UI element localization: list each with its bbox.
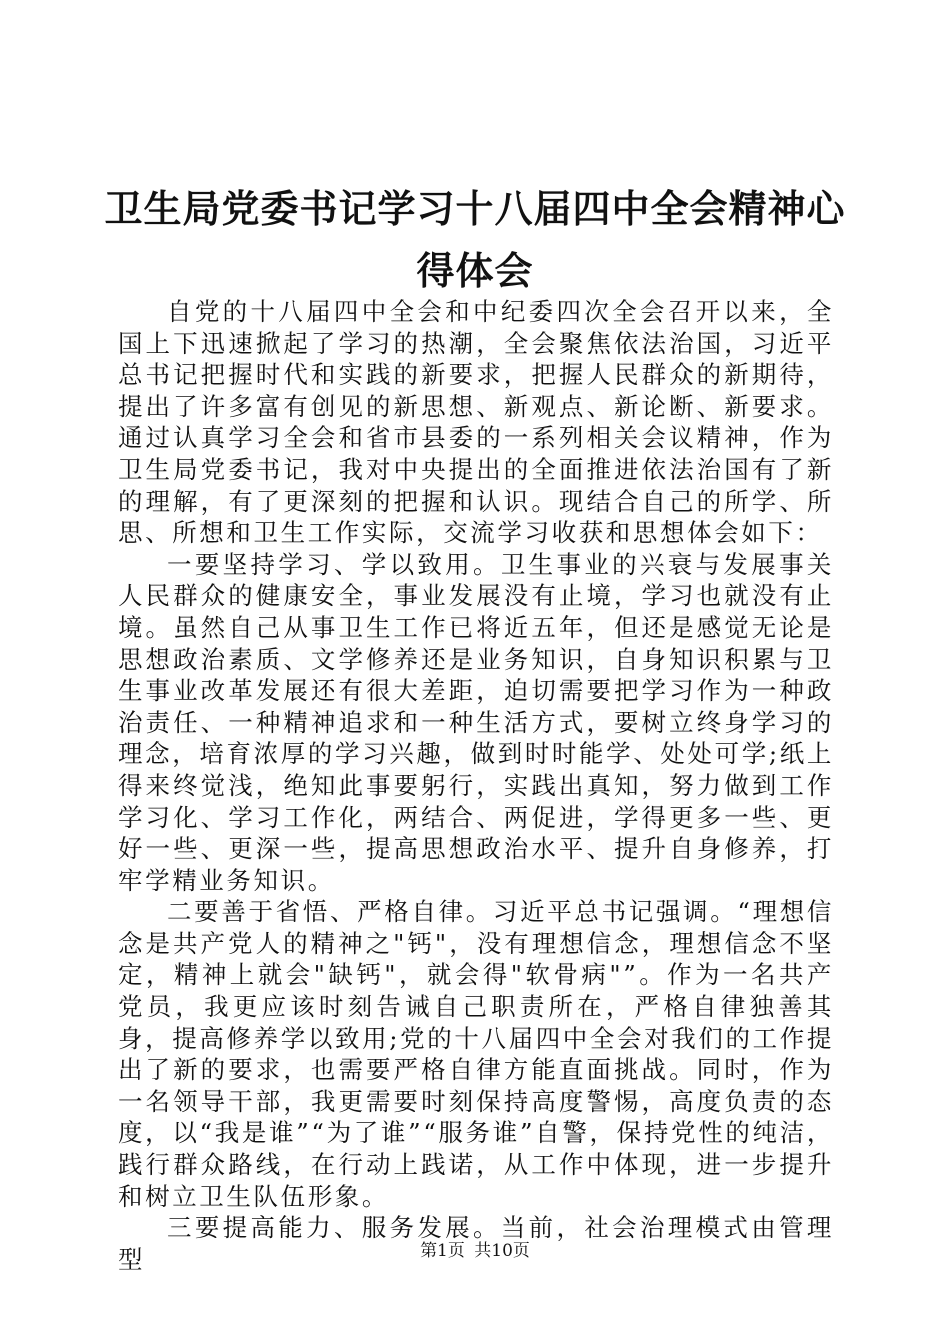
- document-title: 卫生局党委书记学习十八届四中全会精神心得体会: [104, 187, 846, 293]
- page-total: 共10页: [474, 1241, 530, 1261]
- document-body: [118, 296, 834, 1275]
- page-footer: [0, 1240, 950, 1262]
- paragraph-point-three: 三要提高能力、服务发展。当前，社会治理模式由管理型: [118, 1213, 834, 1274]
- paragraph-point-two: 二要善于省悟、严格自律。习近平总书记强调。“理想信念是共产党人的精神之"钙"，没有理想信念，理想信念不坚定，精神上就会"缺钙"，就会得"软骨病"”。作为一名共产党员，我更应该时刻告诫自己职责所在，严格自律独善其身，提高修养学以致用;党的十八届四中全会对我们的工作提出了新的要求，也需要严格自律方能直面挑战。同时，作为一名领导干部，我更需要时刻保持高度警惕，高度负责的态度，以“我是谁”“为了谁”“服务谁”自警，保持党性的纯洁，践行群众路线，在行动上践诺，从工作中体现，进一步提升和树立卫生队伍形象。: [118, 897, 834, 1211]
- page-number: 第1页: [420, 1241, 465, 1261]
- paragraph-point-one: 一要坚持学习、学以致用。卫生事业的兴衰与发展事关人民群众的健康安全，事业发展没有止境，学习也就没有止境。虽然自己从事卫生工作已将近五年，但还是感觉无论是思想政治素质、文学修养还是业务知识，自身知识积累与卫生事业改革发展还有很大差距，迫切需要把学习作为一种政治责任、一种精神追求和一种生活方式，要树立终身学习的理念，培育浓厚的学习兴趣，做到时时能学、处处可学;纸上得来终觉浅，绝知此事要躬行，实践出真知，努力做到工作学习化、学习工作化，两结合、两促进，学得更多一些、更好一些、更深一些，提高思想政治水平、提升自身修养，打牢学精业务知识。: [118, 549, 834, 895]
- paragraph-intro: 自党的十八届四中全会和中纪委四次全会召开以来，全国上下迅速掀起了学习的热潮，全会聚焦依法治国，习近平总书记把握时代和实践的新要求，把握人民群众的新期待，提出了许多富有创见的新思想、新观点、新论断、新要求。通过认真学习全会和省市县委的一系列相关会议精神，作为卫生局党委书记，我对中央提出的全面推进依法治国有了新的理解，有了更深刻的把握和认识。现结合自己的所学、所思、所想和卫生工作实际，交流学习收获和思想体会如下：: [118, 297, 834, 548]
